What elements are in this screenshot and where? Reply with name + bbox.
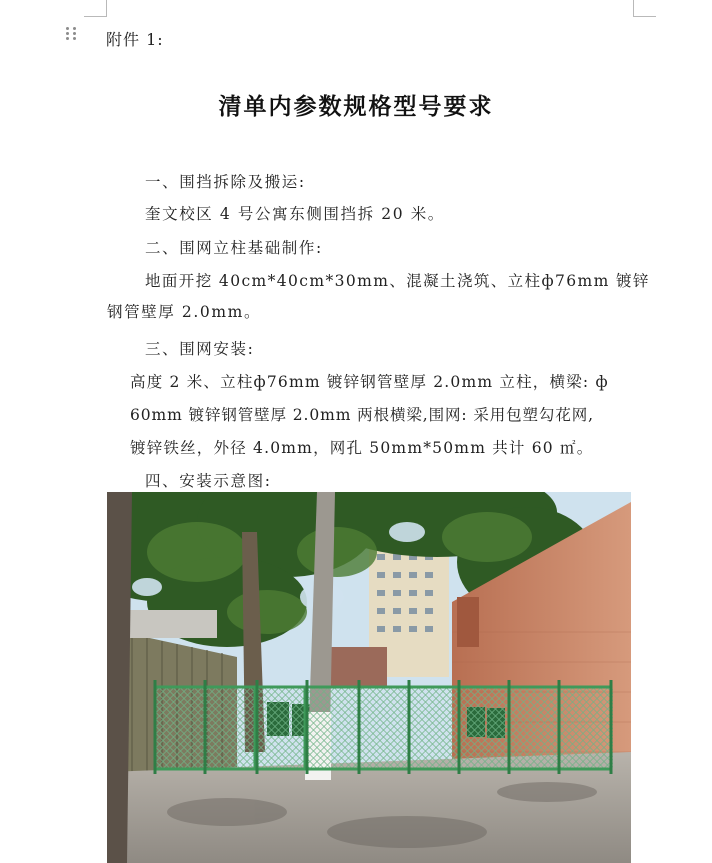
page-corner-marker-right [633, 0, 656, 17]
section-2-body-line-2: 钢管壁厚 2.0mm。 [107, 303, 262, 321]
page-corner-marker-left [84, 0, 107, 17]
section-2-body-line-1: 地面开挖 40cm*40cm*30mm、混凝土浇筑、立柱ф76mm 镀锌 [145, 272, 650, 290]
section-3-body-line-1: 高度 2 米、立柱ф76mm 镀锌钢管壁厚 2.0mm 立柱，横梁: ф [130, 373, 609, 391]
section-3-body-line-3: 镀锌铁丝，外径 4.0mm，网孔 50mm*50mm 共计 60 ㎡。 [130, 439, 594, 457]
attachment-label: 附件 1: [106, 30, 164, 49]
installation-diagram-photo [107, 492, 631, 863]
document-title: 清单内参数规格型号要求 [218, 93, 494, 120]
section-3-body-line-2: 60mm 镀锌钢管壁厚 2.0mm 两根横梁,围网: 采用包塑勾花网, [130, 406, 594, 424]
section-1-heading: 一、围挡拆除及搬运: [145, 173, 306, 191]
section-2-heading: 二、围网立柱基础制作: [145, 239, 323, 257]
section-4-heading: 四、安装示意图: [145, 472, 272, 490]
section-3-heading: 三、围网安装: [145, 340, 255, 358]
drag-handle-icon[interactable] [66, 27, 78, 43]
section-1-body: 奎文校区 4 号公寓东侧围挡拆 20 米。 [145, 205, 445, 223]
